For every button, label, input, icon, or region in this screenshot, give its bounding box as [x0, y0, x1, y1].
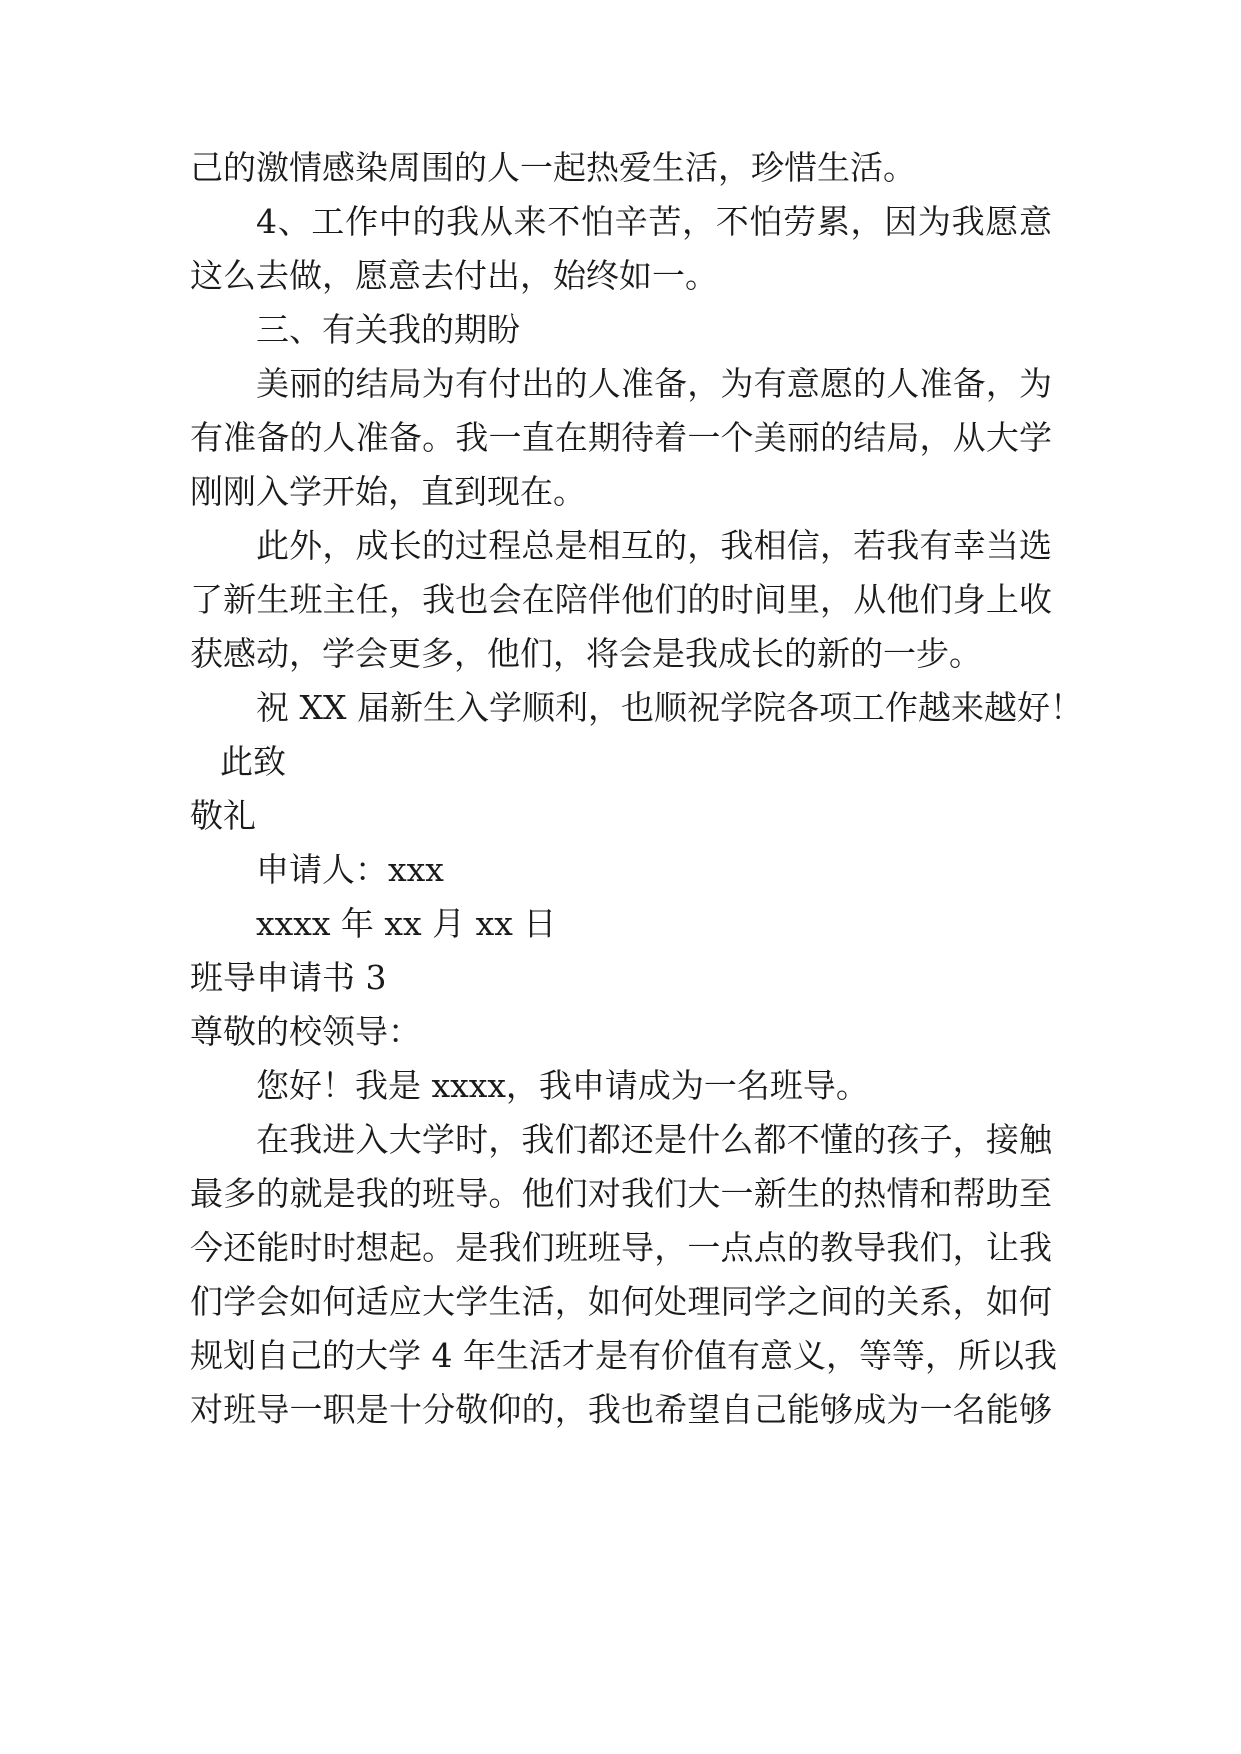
document-title: 班导申请书 3 [190, 958, 387, 997]
paragraph-line: 在我进入大学时，我们都还是什么都不懂的孩子，接触 [256, 1120, 1052, 1159]
closing-regards: 敬礼 [190, 796, 256, 835]
paragraph-line: 己的激情感染周围的人一起热爱生活，珍惜生活。 [190, 148, 916, 187]
closing-salutation: 此致 [220, 742, 286, 781]
applicant-name: 申请人：xxx [256, 850, 444, 889]
paragraph-line: 此外，成长的过程总是相互的，我相信，若我有幸当选 [256, 526, 1052, 565]
paragraph-line: 刚刚入学开始，直到现在。 [190, 472, 586, 511]
paragraph-line: 今还能时时想起。是我们班班导，一点点的教导我们，让我 [190, 1228, 1052, 1267]
paragraph-line: 美丽的结局为有付出的人准备，为有意愿的人准备，为 [256, 364, 1052, 403]
paragraph-line: 对班导一职是十分敬仰的，我也希望自己能够成为一名能够 [190, 1390, 1052, 1429]
paragraph-line: 们学会如何适应大学生活，如何处理同学之间的关系，如何 [190, 1282, 1052, 1321]
paragraph-line: 最多的就是我的班导。他们对我们大一新生的热情和帮助至 [190, 1174, 1052, 1213]
paragraph-line: 有准备的人准备。我一直在期待着一个美丽的结局，从大学 [190, 418, 1052, 457]
paragraph-line: 您好！我是 xxxx，我申请成为一名班导。 [256, 1066, 869, 1105]
paragraph-line: 祝 XX 届新生入学顺利，也顺祝学院各项工作越来越好！ [256, 688, 1083, 727]
section-heading: 三、有关我的期盼 [256, 310, 520, 349]
greeting: 尊敬的校领导： [190, 1012, 421, 1051]
paragraph-line: 了新生班主任，我也会在陪伴他们的时间里，从他们身上收 [190, 580, 1052, 619]
paragraph-line: 规划自己的大学 4 年生活才是有价值有意义，等等，所以我 [190, 1336, 1057, 1375]
paragraph-line: 这么去做，愿意去付出，始终如一。 [190, 256, 718, 295]
date-line: xxxx 年 xx 月 xx 日 [256, 904, 557, 943]
paragraph-line: 获感动，学会更多，他们，将会是我成长的新的一步。 [190, 634, 982, 673]
paragraph-line: 4、工作中的我从来不怕辛苦，不怕劳累，因为我愿意 [256, 202, 1052, 241]
